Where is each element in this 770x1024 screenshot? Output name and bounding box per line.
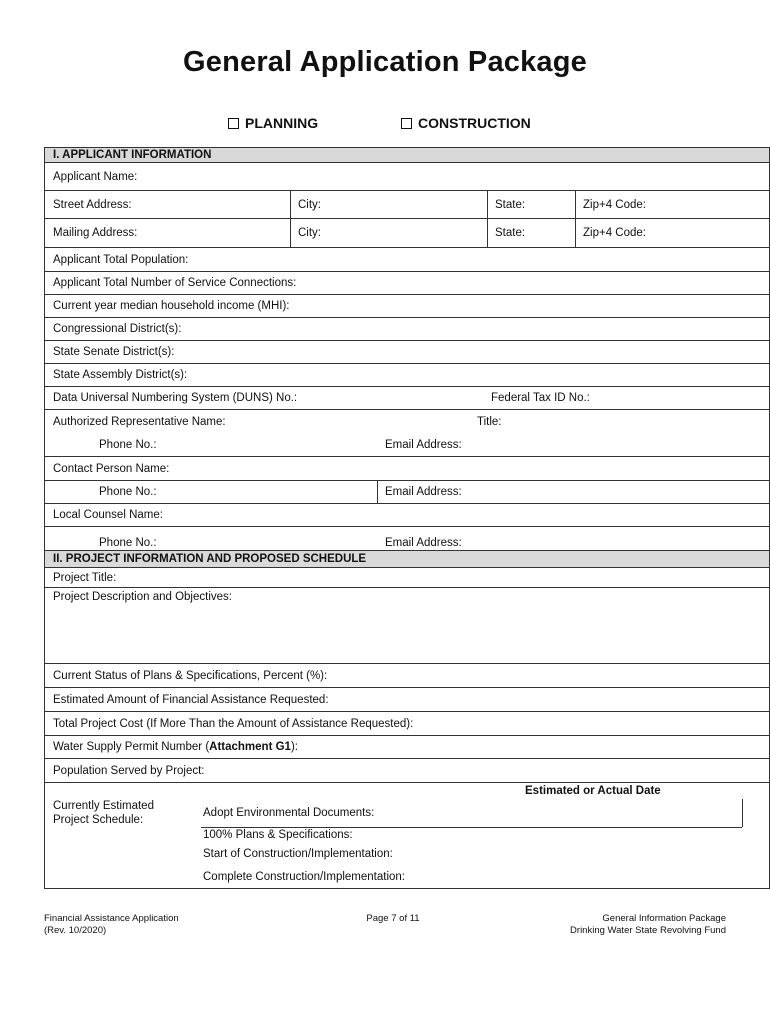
mhi-label: Current year median household income (MHI): [53,300,290,312]
schedule-item-environmental: Adopt Environmental Documents: [203,807,375,819]
application-type-options [0,115,770,135]
permit-label [45,736,298,758]
applicant-name-label: Applicant Name: [53,170,138,183]
auth-rep-email-label: Email Address: [385,439,462,451]
street-address-label: Street Address: [53,198,132,211]
mhi-row[interactable] [44,295,770,318]
local-counsel-label: Local Counsel Name: [53,509,163,521]
footer-page-number: Page 7 of 11 [366,913,420,924]
street-address-row[interactable] [44,191,770,219]
schedule-item-start-construction: Start of Construction/Implementation: [203,848,393,860]
application-form [44,147,770,889]
auth-rep-phone-label: Phone No.: [99,439,157,451]
section-1-title: I. APPLICANT INFORMATION [53,149,212,161]
local-counsel-contact-row[interactable] [44,527,770,551]
date-column-header: Estimated or Actual Date [525,785,661,797]
contact-person-label: Contact Person Name: [53,462,170,475]
construction-checkbox[interactable] [401,118,412,129]
project-title-label: Project Title: [53,571,117,584]
total-population-row[interactable] [44,248,770,272]
schedule-label-line-2: Project Schedule: [53,814,144,826]
plans-status-row[interactable] [44,664,770,688]
page-title: General Application Package [182,46,588,78]
service-connections-row[interactable] [44,272,770,295]
service-connections-label: Applicant Total Number of Service Connections: [53,277,297,289]
street-city-label: City: [298,198,321,211]
counsel-phone-label: Phone No.: [99,536,157,549]
schedule-label [53,799,154,827]
contact-phone-label: Phone No.: [99,486,157,498]
population-served-row[interactable] [44,759,770,783]
auth-rep-contact-row[interactable] [44,434,770,457]
permit-label-suffix: ): [290,741,298,753]
construction-label: CONSTRUCTION [418,115,531,131]
permit-label-prefix: Water Supply Permit Number ( [53,741,210,753]
project-description-row[interactable] [44,587,770,664]
project-title-row[interactable] [44,568,770,587]
schedule-block[interactable] [44,783,770,889]
total-cost-label: Total Project Cost (If More Than the Amount of Assistance Requested): [53,717,414,730]
schedule-label-line-1: Currently Estimated [53,800,154,812]
footer-form-name: Financial Assistance Application [44,913,179,924]
permit-row[interactable] [44,736,770,759]
applicant-name-row[interactable] [44,163,770,191]
counsel-email-label: Email Address: [385,536,462,549]
tax-id-label: Federal Tax ID No.: [491,392,590,404]
mailing-zip-label: Zip+4 Code: [583,227,646,239]
construction-option[interactable] [401,115,531,131]
section-2-title: II. PROJECT INFORMATION AND PROPOSED SCHEDULE [53,553,367,565]
schedule-rule [201,827,742,828]
street-state-label: State: [495,198,526,211]
congressional-row[interactable] [44,318,770,341]
duns-label: Data Universal Numbering System (DUNS) No.: [53,392,298,404]
footer-fund-name: Drinking Water State Revolving Fund [570,925,726,936]
senate-row[interactable] [44,341,770,364]
footer-package-name: General Information Package [602,913,726,924]
financial-assistance-row[interactable] [44,688,770,712]
financial-assistance-label: Estimated Amount of Financial Assistance Requested: [53,693,329,706]
population-served-label: Population Served by Project: [53,764,205,777]
total-cost-row[interactable] [44,712,770,736]
auth-rep-label: Authorized Representative Name: [53,416,226,428]
planning-label: PLANNING [245,115,319,131]
auth-rep-title-label: Title: [477,416,502,428]
local-counsel-row[interactable] [44,504,770,527]
assembly-row[interactable] [44,364,770,387]
mailing-city-label: City: [298,227,321,239]
planning-checkbox[interactable] [228,118,239,129]
mailing-state-label: State: [495,227,526,239]
duns-row[interactable] [44,387,770,410]
section-1-header [44,147,770,163]
schedule-item-plans: 100% Plans & Specifications: [203,829,353,841]
contact-email-label: Email Address: [385,486,462,498]
assembly-label: State Assembly District(s): [53,369,188,381]
mailing-address-label: Mailing Address: [53,227,138,239]
project-description-label: Project Description and Objectives: [53,591,232,603]
date-column-divider [742,799,743,827]
plans-status-label: Current Status of Plans & Specifications, Percent (%): [53,669,328,682]
total-population-label: Applicant Total Population: [53,253,189,266]
contact-person-contact-row[interactable] [44,481,770,504]
permit-attachment: Attachment G1 [209,741,291,753]
footer-right [570,913,726,937]
senate-label: State Senate District(s): [53,346,175,358]
street-zip-label: Zip+4 Code: [583,198,646,211]
congressional-label: Congressional District(s): [53,323,182,335]
schedule-item-complete-construction: Complete Construction/Implementation: [203,871,405,883]
planning-option[interactable] [228,115,318,131]
section-2-header [44,551,770,568]
contact-person-row[interactable] [44,457,770,481]
footer-revision: (Rev. 10/2020) [44,925,107,936]
auth-rep-row[interactable] [44,410,770,434]
mailing-address-row[interactable] [44,219,770,248]
